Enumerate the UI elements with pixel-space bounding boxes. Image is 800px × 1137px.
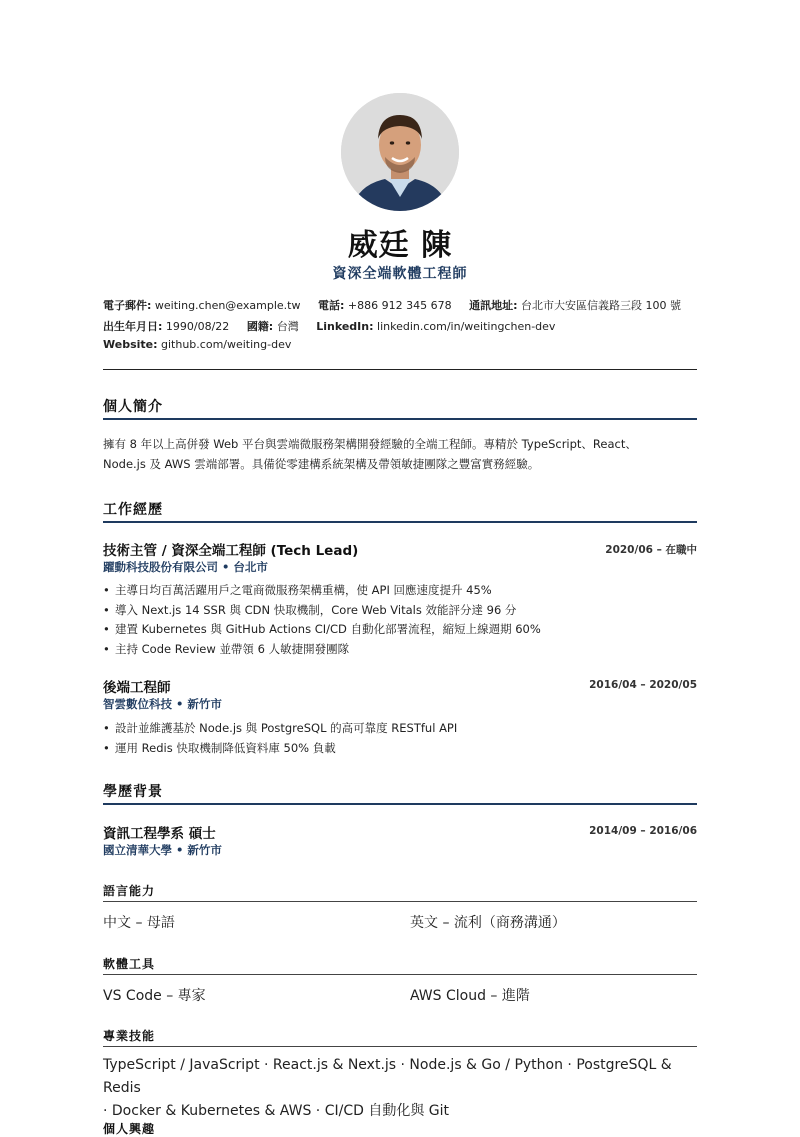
candidate-title: 資深全端軟體工程師 — [332, 266, 468, 282]
summary-line: Node.js 及 AWS 雲端部署。具備從零建構系統架構及帶領敏捷團隊之豐富實務經驗。 — [103, 457, 540, 471]
nationality-value: 台灣 — [276, 320, 299, 333]
job-company: 智雲數位科技 • 新竹市 — [103, 697, 222, 711]
phone-value[interactable]: +886 912 345 678 — [347, 299, 452, 312]
languages-heading: 語言能力 — [103, 884, 156, 898]
skills-line: TypeScript / JavaScript · React.js & Next.js · Node.js & Go / Python · PostgreSQL & Redis — [103, 1057, 672, 1096]
list-item: • 設計並維護基於 Node.js 與 PostgreSQL 的高可靠度 RESTful API — [103, 719, 697, 739]
summary-rule — [103, 418, 697, 420]
list-item: • 主導日均百萬活躍用戶之電商微服務架構重構，使 API 回應速度提升 45% — [103, 581, 697, 601]
contact-row-2 — [103, 318, 703, 334]
tool-item: VS Code – 專家 — [103, 988, 206, 1004]
dob-label: 出生年月日: — [103, 320, 163, 333]
skills-rule — [103, 1046, 697, 1047]
job-title: 技術主管 / 資深全端工程師 (Tech Lead) — [103, 543, 359, 559]
phone-label: 電話: — [317, 299, 345, 312]
email-label: 電子郵件: — [103, 299, 152, 312]
education-heading: 學歷背景 — [103, 784, 163, 800]
address-value: 台北市大安區信義路三段 100 號 — [520, 299, 681, 312]
job-title: 後端工程師 — [103, 680, 171, 696]
linkedin-link[interactable]: linkedin.com/in/weitingchen-dev — [377, 320, 556, 333]
contact-row-3 — [103, 338, 703, 351]
job-date: 2020/06 – 在職中 — [605, 544, 697, 556]
job-bullets — [103, 719, 697, 758]
school-name: 國立清華大學 • 新竹市 — [103, 843, 222, 857]
job-company: 躍動科技股份有限公司 • 台北市 — [103, 560, 268, 574]
education-rule — [103, 803, 697, 805]
experience-heading: 工作經歷 — [103, 502, 163, 518]
header-divider — [103, 369, 697, 370]
interests-heading: 個人興趣 — [103, 1122, 156, 1136]
tool-item: AWS Cloud – 進階 — [410, 988, 530, 1004]
linkedin-label: LinkedIn: — [316, 320, 374, 333]
list-item: • 運用 Redis 快取機制降低資料庫 50% 負載 — [103, 739, 697, 759]
list-item: • 建置 Kubernetes 與 GitHub Actions CI/CD 自動化部署流程，縮短上線週期 60% — [103, 620, 697, 640]
education-date: 2014/09 – 2016/06 — [589, 825, 697, 837]
languages-rule — [103, 901, 697, 902]
skills-heading: 專業技能 — [103, 1029, 156, 1043]
nationality-label: 國籍: — [246, 320, 274, 333]
tools-heading: 軟體工具 — [103, 957, 156, 971]
summary-text — [103, 434, 697, 474]
job-date: 2016/04 – 2020/05 — [589, 679, 697, 691]
dob-value: 1990/08/22 — [165, 320, 230, 333]
website-link[interactable]: github.com/weiting-dev — [161, 338, 292, 351]
list-item: • 導入 Next.js 14 SSR 與 CDN 快取機制，Core Web Vitals 效能評分達 96 分 — [103, 601, 697, 621]
profile-photo — [341, 93, 459, 211]
language-item: 英文 – 流利（商務溝通） — [410, 915, 566, 931]
contact-row-1 — [103, 297, 703, 313]
address-label: 通訊地址: — [469, 299, 518, 312]
list-item: • 主持 Code Review 並帶領 6 人敏捷開發團隊 — [103, 640, 697, 660]
skills-text — [103, 1054, 703, 1123]
email-value[interactable]: weiting.chen@example.tw — [154, 299, 301, 312]
summary-heading: 個人簡介 — [103, 399, 163, 415]
candidate-name: 威廷 陳 — [347, 228, 453, 263]
experience-rule — [103, 521, 697, 523]
language-item: 中文 – 母語 — [103, 915, 175, 931]
summary-line: 擁有 8 年以上高併發 Web 平台與雲端微服務架構開發經驗的全端工程師。專精於 TypeScript、React、 — [103, 437, 637, 451]
degree-title: 資訊工程學系 碩士 — [103, 826, 216, 842]
website-label: Website: — [103, 338, 158, 351]
skills-line: · Docker & Kubernetes & AWS · CI/CD 自動化與 Git — [103, 1103, 450, 1119]
job-bullets — [103, 581, 697, 659]
tools-rule — [103, 974, 697, 975]
